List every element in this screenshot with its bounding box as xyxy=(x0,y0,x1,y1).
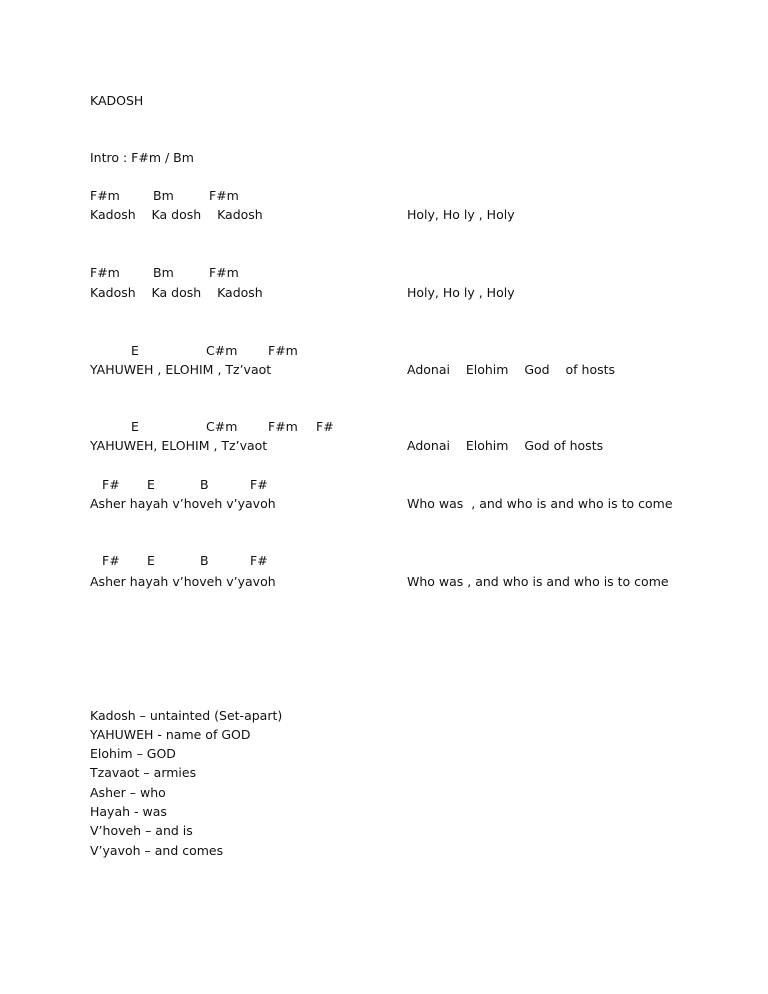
glossary-item: V’hoveh – and is xyxy=(90,823,193,838)
chord: F# xyxy=(316,419,334,434)
chord: F#m xyxy=(268,419,298,434)
chord: C#m xyxy=(206,343,238,358)
glossary-item: Kadosh – untainted (Set-apart) xyxy=(90,708,283,723)
translation-line: Adonai Elohim God of hosts xyxy=(407,362,616,377)
chord: F#m xyxy=(90,188,120,203)
chord: Bm xyxy=(153,265,174,280)
lyric-line: YAHUWEH, ELOHIM , Tz’vaot xyxy=(90,438,268,453)
chord: E xyxy=(131,343,139,358)
glossary-item: Elohim – GOD xyxy=(90,746,176,761)
lyric-line: Kadosh Ka dosh Kadosh xyxy=(90,285,263,300)
glossary-item: YAHUWEH - name of GOD xyxy=(90,727,251,742)
translation-line: Who was , and who is and who is to come xyxy=(407,574,669,589)
chord: F# xyxy=(102,553,120,568)
lyric-line: Asher hayah v’hoveh v’yavoh xyxy=(90,496,276,511)
lyric-line: YAHUWEH , ELOHIM , Tz’vaot xyxy=(90,362,272,377)
chord: E xyxy=(147,553,155,568)
chord: F#m xyxy=(268,343,298,358)
chord: F# xyxy=(250,553,268,568)
translation-line: Holy, Ho ly , Holy xyxy=(407,207,515,222)
glossary-item: Hayah - was xyxy=(90,804,167,819)
chord: F# xyxy=(250,477,268,492)
chord: B xyxy=(200,553,209,568)
chord: Bm xyxy=(153,188,174,203)
lyric-line: Asher hayah v’hoveh v’yavoh xyxy=(90,574,276,589)
chord: F#m xyxy=(209,265,239,280)
chord: E xyxy=(147,477,155,492)
glossary-item: Tzavaot – armies xyxy=(90,765,197,780)
lyric-line: Kadosh Ka dosh Kadosh xyxy=(90,207,263,222)
glossary-item: V’yavoh – and comes xyxy=(90,843,224,858)
chord: F#m xyxy=(209,188,239,203)
translation-line: Holy, Ho ly , Holy xyxy=(407,285,515,300)
translation-line: Who was , and who is and who is to come xyxy=(407,496,673,511)
chord: C#m xyxy=(206,419,238,434)
chord: F# xyxy=(102,477,120,492)
chord: F#m xyxy=(90,265,120,280)
chord: B xyxy=(200,477,209,492)
song-title: KADOSH xyxy=(90,93,144,108)
intro-line: Intro : F#m / Bm xyxy=(90,150,194,165)
chord: E xyxy=(131,419,139,434)
glossary-item: Asher – who xyxy=(90,785,166,800)
translation-line: Adonai Elohim God of hosts xyxy=(407,438,604,453)
